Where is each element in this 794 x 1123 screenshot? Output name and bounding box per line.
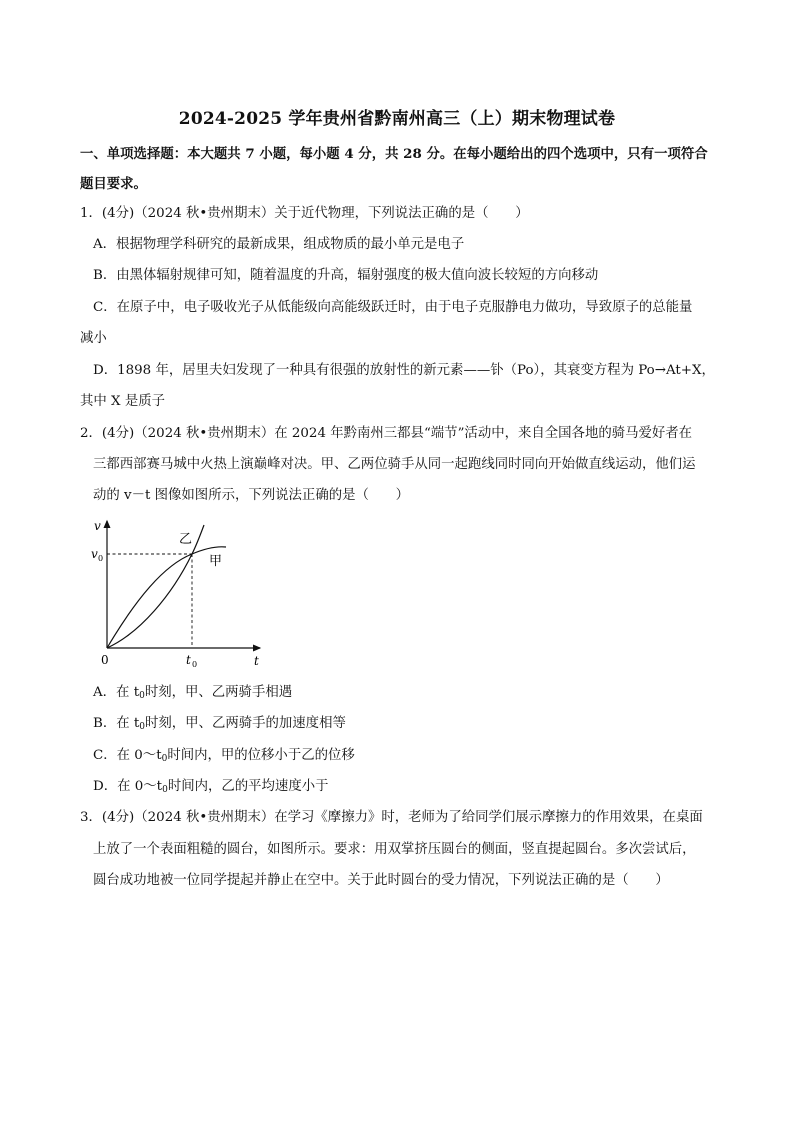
t0-label: t [186,653,191,667]
v0-label: v [91,547,98,561]
q2-option-d: D．在 $0\sim t_0$时间内，乙的平均速度小于 [93,779,329,795]
q2-option-b: B．在 $t_0$时刻，甲、乙两骑手的加速度相等 [93,716,346,732]
v0-subscript: 0 [98,554,104,563]
q1-option-c-line2: 减小 [80,331,107,346]
y-axis-label: v [94,519,101,533]
section-heading-line1: 一、单项选择题：本大题共 7 小题，每小题 4 分，共 28 分。在每小题给出的四个选项中，只有一项符合 [80,146,708,162]
q2-stem-line3: 动的 v－t 图像如图所示，下列说法正确的是（ ） [93,488,410,503]
q1-option-d-line2: 其中 X 是质子 [80,394,165,409]
q1-option-b: B．由黑体辐射规律可知，随着温度的升高，辐射强度的极大值向波长较短的方向移动 [93,268,599,283]
q2-option-c: C．在 $0\sim t_0$时间内，甲的位移小于乙的位移 [93,748,355,764]
origin-label: 0 [101,653,109,667]
curve-yi-label: 乙 [179,532,193,547]
q1-option-c-line1: C．在原子中，电子吸收光子从低能级向高能级跃迁时，由于电子克服静电力做功，导致原子的总能量 [93,300,693,315]
x-axis-label: t [254,654,259,668]
page-title: 2024-2025 学年贵州省黔南州高三（上）期末物理试卷 [178,109,616,129]
q2-option-a: A．在 $t_0$时刻，甲、乙两骑手相遇 [93,685,293,701]
q2-stem-line2: 三都西部赛马城中火热上演巅峰对决。甲、乙两位骑手从同一起跑线同时同向开始做直线运动，他们运 [93,457,696,472]
q1-stem: 1．(4分)（2024 秋•贵州期末）关于近代物理，下列说法正确的是（ ） [80,206,529,221]
t0-subscript: 0 [192,660,198,669]
q3-stem-line1: 3．(4分)（2024 秋•贵州期末）在学习《摩擦力》时，老师为了给同学们展示摩擦力的作用效果，在桌面 [80,810,703,825]
q1-option-a: A．根据物理学科研究的最新成果，组成物质的最小单元是电子 [93,237,465,252]
q2-stem-line1: 2．(4分)（2024 秋•贵州期末）在 2024 年黔南州三都县“端节”活动中，来自全国各地的骑马爱好者在 [80,426,693,441]
vt-graph [88,515,268,670]
section-heading-line2: 题目要求。 [80,176,147,192]
curve-jia-label: 甲 [209,554,223,569]
q1-option-d-line1: D．1898 年，居里夫妇发现了一种具有很强的放射性的新元素——钋（Po），其衰变方程为 Po→At+X， [93,363,715,378]
q3-stem-line3: 圆台成功地被一位同学提起并静止在空中。关于此时圆台的受力情况，下列说法正确的是（ ） [93,873,669,888]
q3-stem-line2: 上放了一个表面粗糙的圆台，如图所示。要求：用双掌挤压圆台的侧面，竖直提起圆台。多次尝试后， [93,842,696,857]
